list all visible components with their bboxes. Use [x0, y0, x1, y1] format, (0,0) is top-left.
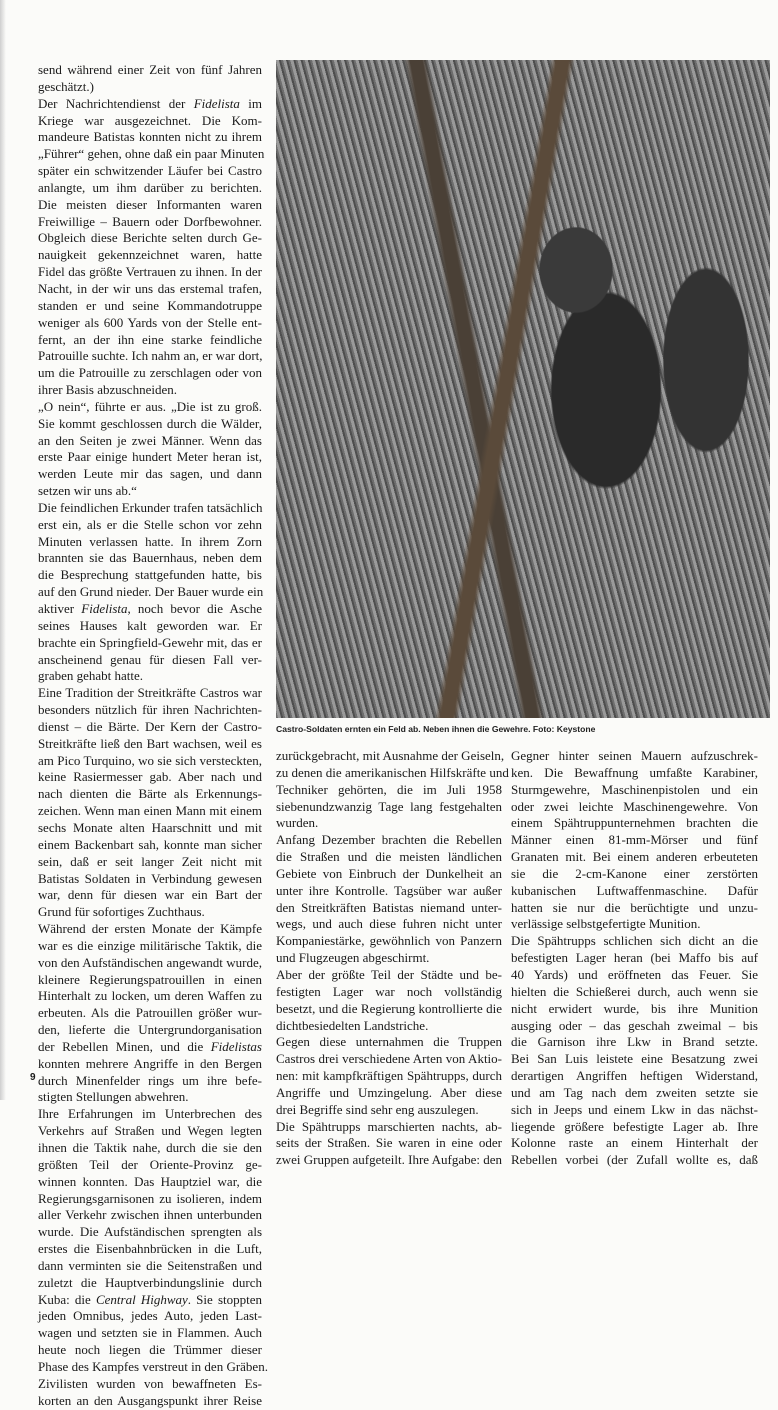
text-line: kleinere Regierungspatrouillen in einen — [38, 971, 262, 987]
text-line: liegende größere befestigte Lager ab. Ihre — [511, 1118, 758, 1134]
text-line — [38, 96, 262, 113]
text-line: aller Verkehr zwischen ihnen unterbunden — [38, 1207, 262, 1223]
photo-caption: Castro-Soldaten ernten ein Feld ab. Neben ihnen die Gewehre. Foto: Keystone — [276, 724, 596, 734]
text-line: wurden. — [276, 815, 319, 831]
text-line: die Straßen und die meisten ländlichen — [276, 849, 502, 865]
text-line: werden Leute mir das sagen, und dann — [38, 466, 262, 482]
text-run: Kuba: die — [38, 1291, 96, 1307]
text-line: Patrouille suchte. Ich nahm an, er war dort, — [38, 348, 263, 364]
text-line: die Garnison ihre Lkw in Brand setzte. — [511, 1034, 758, 1050]
paragraph — [276, 1034, 502, 1118]
text-line: geschätzt.) — [38, 78, 94, 94]
text-line: graben gehabt hatte. — [38, 668, 144, 684]
text-line: größten Teil der Oriente-Provinz ge- — [38, 1156, 262, 1172]
text-line: später ein schwitzender Läufer bei Castro — [38, 163, 262, 179]
text-line: Ihre Erfahrungen im Unterbrechen des — [38, 1106, 262, 1122]
text-line: zwei Gruppen aufgeteilt. Ihre Aufgabe: den — [276, 1152, 502, 1168]
paragraph — [276, 748, 509, 832]
text-line: besonders nützlich für ihren Nachrichten- — [38, 702, 262, 718]
text-line: wurde. Die Aufständischen sprengten als — [38, 1224, 262, 1240]
text-line: siebenundzwanzig Tage lang festgehalten — [276, 798, 502, 814]
paragraph — [38, 921, 262, 1106]
text-column-left — [38, 62, 268, 1410]
text-line: Gebiete von Einbruch der Dunkelheit an — [276, 865, 502, 881]
text-line: Die meisten dieser Informanten waren — [38, 196, 262, 212]
text-column-right — [511, 748, 758, 1169]
text-line: nach dienten die Bärte als Erkennungs- — [38, 786, 262, 802]
text-line: zeichen. Wenn man einen Mann mit einem — [38, 803, 262, 819]
text-line: war, denn für diesen war ein Bart der — [38, 887, 262, 903]
text-line: ihrer Basis abzuschneiden. — [38, 382, 177, 398]
text-line: Castros drei verschiedene Arten von Aktio- — [276, 1051, 502, 1067]
text-line: „Führer“ gehen, ohne daß ein paar Minuten — [38, 146, 265, 162]
text-line: an den Seiten je zwei Männer. Wenn das — [38, 432, 262, 448]
text-line: drei Begriffe sind sehr eng auszulegen. — [276, 1101, 479, 1117]
text-line: einem Spähtruppunternehmen brachten die — [511, 815, 758, 831]
text-line: konnten mehrere Angriffe in den Bergen — [38, 1055, 262, 1071]
text-line: brachte ein Springfield-Gewehr mit, das er — [38, 634, 262, 650]
text-run: aktiver — [38, 601, 82, 616]
text-line: wegs, und auch diese fuhren nicht unter — [276, 916, 502, 932]
text-line: Grund für sofortiges Zuchthaus. — [38, 904, 205, 920]
text-line: Batistas Soldaten in Verbindung gewesen — [38, 870, 262, 886]
text-line: Eine Tradition der Streitkräfte Castros war — [38, 685, 262, 701]
text-line: den Streitkräften Batistas niemand unter- — [276, 899, 502, 915]
text-line: sein, daß er seit langer Zeit nicht mit — [38, 853, 262, 869]
text-run: im — [239, 95, 262, 111]
paragraph — [276, 967, 502, 1034]
photo-castro-soldiers-field — [276, 60, 770, 718]
text-column-middle — [276, 748, 509, 1169]
text-line: erst ein, als er die Stelle schon vor zehn — [38, 516, 262, 532]
text-line: Verkehrs auf Straßen und Wegen legten — [38, 1123, 262, 1139]
text-line: standen er und seine Kommandotruppe — [38, 297, 262, 313]
text-line: Kriege war ausgezeichnet. Die Kom- — [38, 112, 262, 128]
text-line: Techniker gehörten, die im Juli 1958 — [276, 781, 502, 797]
text-line: einem Backenbart sah, konnte man sicher — [38, 836, 262, 852]
text-line: „O nein“, führte er aus. „Die ist zu groß. — [38, 398, 262, 414]
italic-term: Fidelista — [193, 95, 240, 111]
text-line: sich in Jeeps und einem Lkw in das nächst- — [511, 1101, 758, 1117]
text-line: Rebellen vorbei (der Zufall wollte es, daß — [511, 1152, 758, 1168]
paragraph — [38, 95, 265, 399]
text-line: Die Spähtrupps marschierten nachts, ab- — [276, 1118, 502, 1134]
text-line: hatten sie nur die berüchtigte und unzu- — [511, 899, 758, 915]
text-line: Hinterhalt zu locken, um deren Waffen zu — [38, 988, 262, 1004]
text-run: . Sie stoppten — [187, 1291, 262, 1307]
text-line: sie die 2-cm-Kanone einer zerstörten — [511, 865, 758, 881]
text-line: zu denen die amerikanischen Hilfskräfte und — [276, 764, 509, 780]
text-line: Granaten mit. Bei einem anderen erbeuteten — [511, 849, 758, 865]
text-line: setzen wir uns ab.“ — [38, 483, 137, 499]
text-line: war es die einzige militärische Taktik, die — [38, 937, 262, 953]
text-line: Fidel das größte Vertrauen zu ihnen. In der — [38, 264, 262, 280]
text-line: fernt, an der ihn eine starke feindliche — [38, 331, 262, 347]
text-line: befestigten Lager heran (bei Maffo bis auf — [511, 950, 758, 966]
text-line: dichtbesiedelten Landstriche. — [276, 1017, 429, 1033]
text-line: am Pico Turquino, wo sie sich versteckten, — [38, 752, 262, 768]
italic-term: Fidelista — [81, 601, 128, 616]
text-line — [38, 1292, 262, 1309]
text-line: Phase des Kampfes verstreut in den Gräben. — [38, 1358, 268, 1374]
text-line: zuletzt die Hauptverbindungslinie durch — [38, 1274, 262, 1290]
page-binding-edge — [0, 0, 6, 1100]
text-line: ihnen die Taktik nahe, durch die sie den — [38, 1140, 262, 1155]
text-line: verlässige selbstgefertigte Munition. — [511, 916, 701, 932]
text-line: stigten Stellungen abwehren. — [38, 1089, 189, 1105]
text-line: den, lieferte die Untergrundorganisation — [38, 1022, 262, 1038]
text-line: derartigen Angriffen heftigen Widerstand, — [511, 1068, 758, 1084]
text-line: Freiwillige – Bauern oder Dorfbewohner. — [38, 213, 262, 229]
text-line: dienst – die Bärte. Der Kern der Castro- — [38, 718, 262, 734]
text-line: mandeure Batistas konnten nicht zu ihrem — [38, 129, 262, 145]
text-line: Sie kommt geschlossen durch die Wälder, — [38, 415, 262, 431]
paragraph — [38, 685, 262, 921]
text-line: oder zwei leichte Maschinengewehre. Von — [511, 798, 758, 814]
text-line: nen: mit kampfkräftigen Spähtrupps, durch — [276, 1068, 502, 1084]
text-line: Obgleich diese Berichte selten durch Ge- — [38, 230, 262, 246]
text-line: seines Hauses kalt geworden war. Er — [38, 617, 262, 633]
text-line: seits der Straßen. Sie waren in eine oder — [276, 1135, 502, 1151]
paragraph — [38, 1106, 268, 1409]
text-line: Streitkräfte ließ den Bart wachsen, weil es — [38, 735, 262, 751]
text-line: jeden Omnibus, jedes Auto, jeden Last- — [38, 1308, 262, 1324]
text-line: Bei San Luis leistete eine Besatzung zwei — [511, 1051, 758, 1067]
text-line: korten an den Ausgangspunkt ihrer Reise — [38, 1392, 262, 1408]
paragraph — [38, 399, 262, 500]
text-line: weniger als 600 Yards von der Stelle ent- — [38, 314, 262, 330]
text-line: und am Tag nach dem zweiten setzte sie — [511, 1084, 758, 1100]
text-line: anlangte, um ihm darüber zu berichten. — [38, 179, 262, 195]
text-line: Kompaniestärke, gewöhnlich von Panzern — [276, 933, 502, 949]
text-line: Aber der größte Teil der Städte und be- — [276, 966, 502, 982]
page-number: 9 — [30, 1072, 36, 1083]
text-line: 40 Yards) und eröffneten das Feuer. Sie — [511, 966, 758, 982]
text-line — [38, 601, 262, 618]
text-line: Gegen diese unternahmen die Truppen — [276, 1034, 502, 1050]
text-line: Nacht, in der wir uns das erstemal trafen, — [38, 280, 262, 296]
text-line: heute noch liegen die Trümmer dieser — [38, 1342, 262, 1358]
text-line: Kolonne raste an einem Hinterhalt der — [511, 1135, 758, 1151]
text-line: Anfang Dezember brachten die Rebellen — [276, 832, 502, 848]
text-line: Angriffe und Umzingelung. Aber diese — [276, 1084, 502, 1100]
text-run: der Rebellen Minen, und die — [38, 1038, 211, 1054]
text-line: winnen konnten. Das Hauptziel war, die — [38, 1173, 262, 1189]
text-line: wagen und setzten sie in Flammen. Auch — [38, 1325, 262, 1341]
text-line: brannten sie das Bauernhaus, neben dem — [38, 550, 262, 566]
text-line: Gegner hinter seinen Mauern aufzuschrek- — [511, 748, 758, 763]
paragraph — [511, 933, 758, 1169]
text-line: send während einer Zeit von fünf Jahren — [38, 62, 262, 77]
text-line: ausging oder – das geschah zweimal – bis — [511, 1017, 758, 1033]
text-line: zurückgebracht, mit Ausnahme der Geiseln, — [276, 748, 505, 763]
text-line: erbeuten. Als die Patrouillen größer wur- — [38, 1005, 262, 1021]
text-line: Männer einen 81-mm-Mörser und fünf — [511, 832, 758, 848]
text-line: erstes die Eisenbahnbrücken in die Luft, — [38, 1241, 262, 1257]
text-line: die Besprechung stattgefunden hatte, bis — [38, 567, 262, 583]
text-line: auf den Grund nieder. Der Bauer wurde ein — [38, 584, 264, 600]
text-line: und Flugzeugen abgeschirmt. — [276, 950, 430, 966]
paragraph — [276, 832, 502, 967]
text-line: Die feindlichen Erkunder trafen tatsächlich — [38, 499, 263, 515]
text-line: anscheinend genau für diesen Fall ver- — [38, 651, 262, 667]
italic-term: Central Highway — [95, 1291, 188, 1307]
text-line: Regierungsgarnisonen zu isolieren, indem — [38, 1190, 262, 1206]
text-line: keine Rasiermesser gab. Aber nach und — [38, 769, 262, 785]
text-line: festigten Lager war noch vollständig — [276, 983, 502, 999]
text-line: dann verminten sie die Seitenstraßen und — [38, 1257, 262, 1273]
text-line: unter ihre Kontrolle. Tagsüber war außer — [276, 882, 502, 898]
paragraph — [38, 500, 262, 685]
text-line: sechs Monate alten Haarschnitt und mit — [38, 819, 262, 835]
paragraph — [276, 1119, 502, 1170]
text-line: von den Aufständischen angewandt wurde, — [38, 954, 262, 970]
italic-term: Fidelistas — [210, 1038, 262, 1054]
text-line: durch Minenfelder rings um ihre befe- — [38, 1072, 262, 1088]
text-line: erste Paar einige hundert Meter heran ist, — [38, 449, 262, 465]
text-line: Zivilisten wurden von bewaffneten Es- — [38, 1375, 262, 1391]
text-line: Die Spähtrupps schlichen sich dicht an die — [511, 933, 758, 949]
text-line — [38, 1039, 262, 1056]
text-line: nicht erwidert wurde, bis ihre Munition — [511, 1000, 758, 1016]
text-line: Minuten verlassen hatte. In ihrem Zorn — [38, 533, 262, 549]
text-line: nauigkeit gekennzeichnet waren, hatte — [38, 247, 262, 263]
text-run: Der Nachrichtendienst der — [38, 95, 194, 111]
text-line: Sturmgewehre, Maschinenpistolen und ein — [511, 781, 758, 797]
text-line: hielten die Schießerei durch, auch wenn sie — [511, 983, 758, 999]
text-line: um die Patrouille zu zerschlagen oder von — [38, 365, 262, 381]
paragraph — [511, 748, 758, 933]
text-line: besetzt, und die Regierung kontrollierte die — [276, 1000, 502, 1016]
text-run: , noch bevor die Asche — [127, 601, 262, 616]
text-line: kubanischen Luftwaffenmaschine. Dafür — [511, 882, 758, 898]
paragraph — [38, 62, 262, 96]
text-line: Während der ersten Monate der Kämpfe — [38, 921, 262, 937]
text-line: ken. Die Bewaffnung umfaßte Karabiner, — [511, 764, 758, 780]
